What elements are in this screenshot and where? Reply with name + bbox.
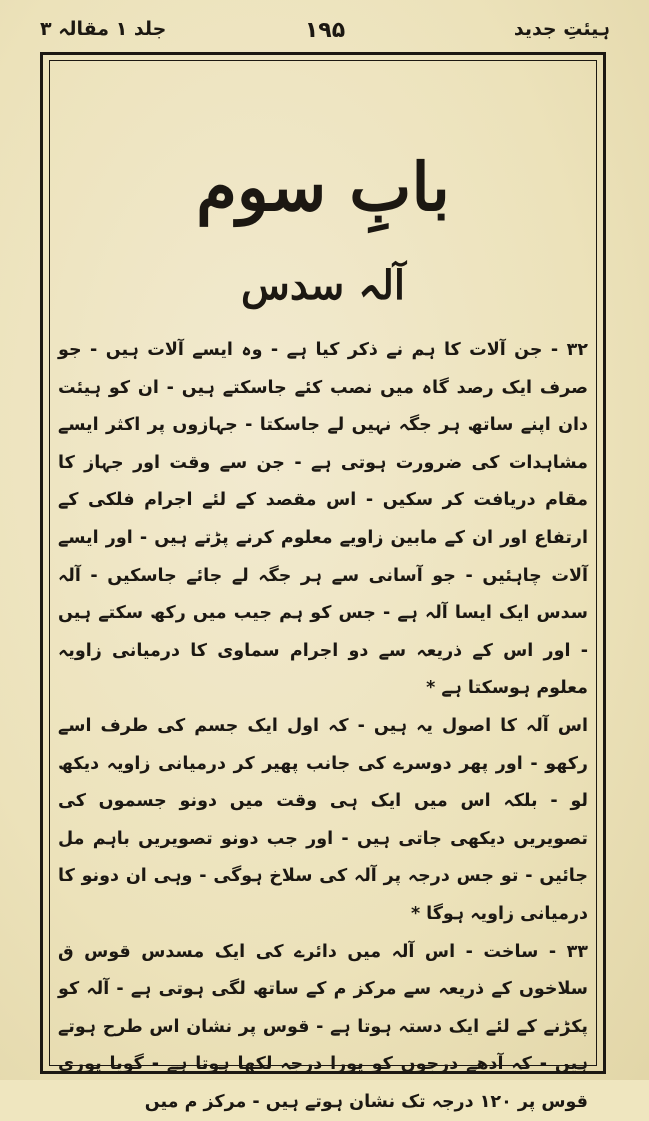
page-number: ۱۹۵ (305, 18, 345, 43)
paragraph-32: ۳۲ - جن آلات کا ہم نے ذکر کیا ہے - وہ ایسے آلات ہیں - جو صرف ایک رصد گاہ میں نصب کئے جاسکتے ہیں - ان کو ہیئت دان اپنے ساتھ ہر جگہ نہیں لے جاسکتا - جہازوں پر اکثر ایسے مشاہدات کی ضرورت ہوتی ہے - جن سے وقت اور جہاز کا مقام دریافت کر سکیں - اس مقصد کے لئے اجرام فلکی کے ارتفاع اور ان کے مابین زاویے معلوم کرنے پڑتے ہیں - اور ایسے آلات چاہئیں - جو آسانی سے ہر جگہ لے جائے جاسکیں - آلہ سدس ایک ایسا آلہ ہے - جس کو ہم جیب میں رکھ سکتے ہیں - اور اس کے ذریعہ سے دو اجرام سماوی کا درمیانی زاویہ معلوم ہوسکتا ہے * (58, 332, 588, 708)
book-title: ہیئتِ جدید (514, 18, 610, 40)
page-content (58, 64, 588, 1064)
section-title: آلہ سدس (58, 258, 588, 314)
running-header (40, 18, 610, 48)
paragraph-principle: اس آلہ کا اصول یہ ہیں - کہ اول ایک جسم کی طرف اسے رکھو - اور پھر دوسرے کی جانب پھیر کر درمیانی زاویہ دیکھ لو - بلکہ اس میں ایک ہی وقت میں دونو جسموں کی تصویریں دیکھی جاتی ہیں - اور جب دونو تصویریں باہم مل جائیں - تو جس درجہ پر آلہ کی سلاخ ہوگی - وہی ان دونو کا درمیانی زاویہ ہوگا * (58, 708, 588, 934)
paragraph-33: ۳۳ - ساخت - اس آلہ میں دائرے کی ایک مسدس قوس ق سلاخوں کے ذریعہ سے مرکز م کے ساتھ لگی ہوتی ہے - آلہ کو پکڑنے کے لئے ایک دستہ ہوتا ہے - قوس پر نشان اس طرح ہوتے ہیں - کہ آدھے درجوں کو پورا درجہ لکھا ہوتا ہے - گویا پوری قوس پر ۱۲۰ درجہ تک نشان ہوتے ہیں - مرکز م میں (58, 934, 588, 1121)
chapter-title: بابِ سوم (58, 142, 588, 232)
volume-label: جلد ۱ مقالہ ۳ (40, 18, 166, 40)
